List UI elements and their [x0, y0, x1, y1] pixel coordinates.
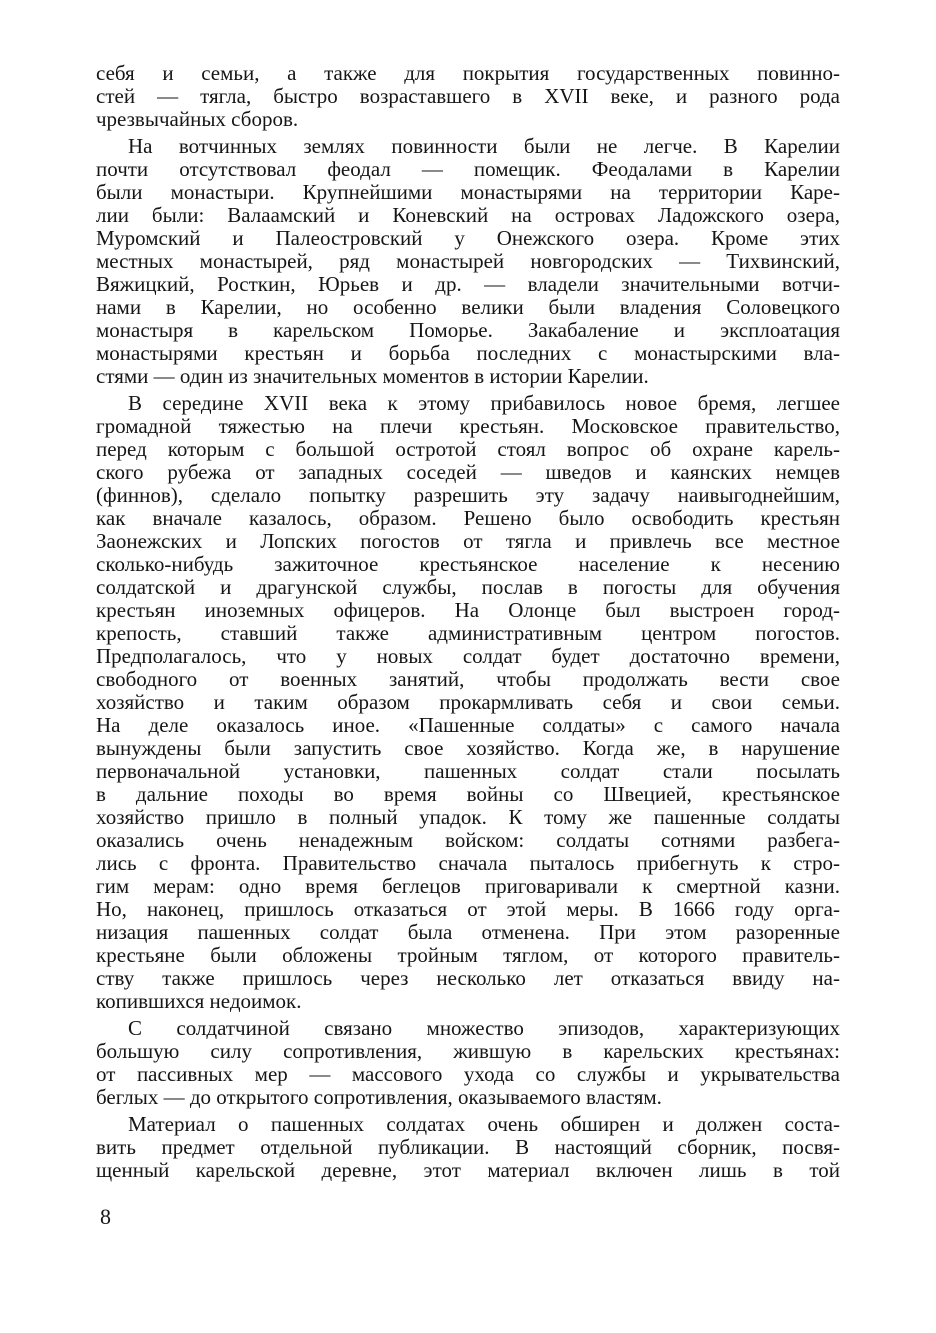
- text-line: гим мерам: одно время беглецов приговаривали к смертной казни.: [96, 875, 840, 898]
- text-line: крепость, ставший также административным центром погостов.: [96, 622, 840, 645]
- paragraph-5: [96, 1113, 840, 1182]
- text-line: низация пашенных солдат была отменена. При этом разоренные: [96, 921, 840, 944]
- text-line: беглых — до открытого сопротивления, оказываемого властям.: [96, 1086, 662, 1109]
- page-number: 8: [100, 1204, 111, 1229]
- text-line: оказались очень ненадежным войском: солдаты сотнями разбега-: [96, 829, 840, 852]
- text-line: Вяжицкий, Росткин, Юрьев и др. — владели значительными вотчи-: [96, 273, 840, 296]
- text-line: лии были: Валаамский и Коневский на островах Ладожского озера,: [96, 204, 840, 227]
- text-line: (финнов), сделало попытку разрешить эту задачу наивыгоднейшим,: [96, 484, 840, 507]
- text-line: были монастыри. Крупнейшими монастырями на территории Каре-: [96, 181, 840, 204]
- paragraph-3: [96, 392, 840, 1013]
- text-line: как вначале казалось, образом. Решено было освободить крестьян: [96, 507, 840, 530]
- text-line: ству также пришлось через несколько лет отказаться ввиду на-: [96, 967, 840, 990]
- text-line: хозяйство и таким образом прокармливать себя и свои семьи.: [96, 691, 840, 714]
- text-line: крестьян иноземных офицеров. На Олонце был выстроен город-: [96, 599, 840, 622]
- text-line: свободного от военных занятий, чтобы продолжать вести свое: [96, 668, 840, 691]
- text-line: На деле оказалось иное. «Пашенные солдаты» с самого начала: [96, 714, 840, 737]
- text-line: сколько-нибудь зажиточное крестьянское население к несению: [96, 553, 840, 576]
- text-line: Материал о пашенных солдатах очень обширен и должен соста-: [128, 1113, 840, 1136]
- text-line: хозяйство пришло в полный упадок. К тому же пашенные солдаты: [96, 806, 840, 829]
- text-line: стей — тягла, быстро возраставшего в XVII веке, и разного рода: [96, 85, 840, 108]
- text-line: в дальние походы во время войны со Швецией, крестьянское: [96, 783, 840, 806]
- text-line: Заонежских и Лопских погостов от тягла и привлечь все местное: [96, 530, 840, 553]
- text-line: В середине XVII века к этому прибавилось новое бремя, легшее: [128, 392, 840, 415]
- text-line: вить предмет отдельной публикации. В настоящий сборник, посвя-: [96, 1136, 840, 1159]
- text-line: щенный карельской деревне, этот материал включен лишь в той: [96, 1159, 840, 1182]
- text-line: громадной тяжестью на плечи крестьян. Московское правительство,: [96, 415, 840, 438]
- paragraph-2: [96, 135, 840, 388]
- paragraph-1: [96, 62, 840, 131]
- text-line: солдатской и драгунской службы, послав в погосты для обучения: [96, 576, 840, 599]
- text-line: монастырями крестьян и борьба последних с монастырскими вла-: [96, 342, 840, 365]
- text-line: местных монастырей, ряд монастырей новгородских — Тихвинский,: [96, 250, 840, 273]
- text-line: чрезвычайных сборов.: [96, 108, 299, 131]
- page-body: [96, 62, 840, 1182]
- text-line: первоначальной установки, пашенных солдат стали посылать: [96, 760, 840, 783]
- text-line: монастыря в карельском Поморье. Закабаление и эксплоатация: [96, 319, 840, 342]
- text-line: Муромский и Палеостровский у Онежского озера. Кроме этих: [96, 227, 840, 250]
- text-line: почти отсутствовал феодал — помещик. Феодалами в Карелии: [96, 158, 840, 181]
- text-line: Предполагалось, что у новых солдат будет достаточно времени,: [96, 645, 840, 668]
- paragraph-4: [96, 1017, 840, 1109]
- text-line: себя и семьи, а также для покрытия государственных повинно-: [96, 62, 840, 85]
- text-line: С солдатчиной связано множество эпизодов, характеризующих: [128, 1017, 840, 1040]
- text-line: стями — один из значительных моментов в истории Карелии.: [96, 365, 649, 388]
- text-line: нами в Карелии, но особенно велики были владения Соловецкого: [96, 296, 840, 319]
- text-line: лись с фронта. Правительство сначала пыталось прибегнуть к стро-: [96, 852, 840, 875]
- text-line: копившихся недоимок.: [96, 990, 302, 1013]
- text-line: перед которым с большой остротой стоял вопрос об охране карель-: [96, 438, 840, 461]
- text-line: большую силу сопротивления, жившую в карельских крестьянах:: [96, 1040, 840, 1063]
- text-line: Но, наконец, пришлось отказаться от этой меры. В 1666 году орга-: [96, 898, 840, 921]
- text-line: вынуждены были запустить свое хозяйство. Когда же, в нарушение: [96, 737, 840, 760]
- text-line: крестьяне были обложены тройным тяглом, от которого правитель-: [96, 944, 840, 967]
- text-line: от пассивных мер — массового ухода со службы и укрывательства: [96, 1063, 840, 1086]
- text-line: На вотчинных землях повинности были не легче. В Карелии: [128, 135, 840, 158]
- text-line: ского рубежа от западных соседей — шведов и каянских немцев: [96, 461, 840, 484]
